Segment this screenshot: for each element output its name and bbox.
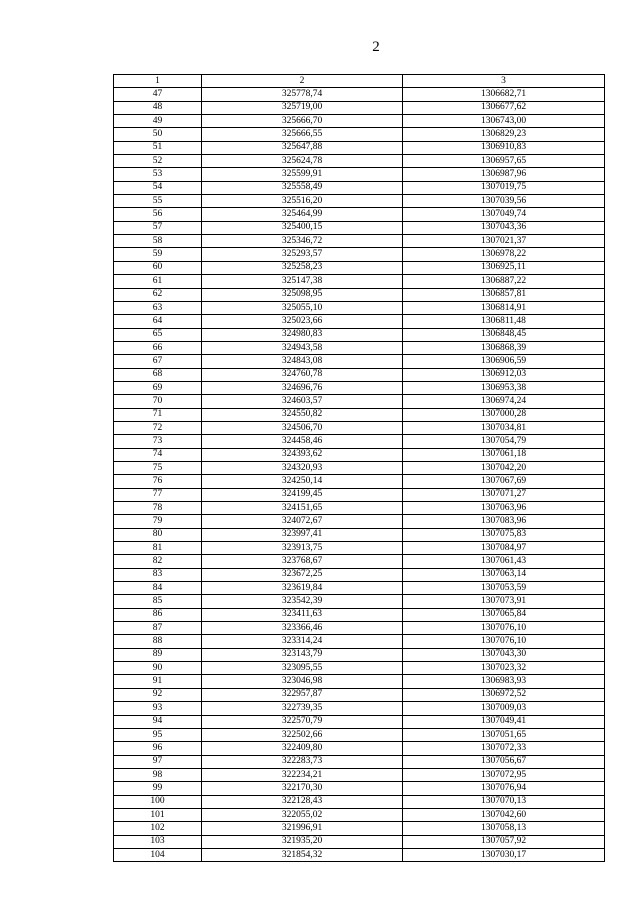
cell-point-number: 70 [114, 395, 202, 408]
cell-x-coordinate: 325647,88 [202, 141, 403, 154]
cell-y-coordinate: 1307083,96 [403, 515, 605, 528]
cell-x-coordinate: 323672,25 [202, 568, 403, 581]
cell-y-coordinate: 1306677,62 [403, 101, 605, 114]
table-row [114, 715, 605, 728]
table-row [114, 622, 605, 635]
cell-x-coordinate: 325147,38 [202, 275, 403, 288]
cell-x-coordinate: 323095,55 [202, 662, 403, 675]
cell-point-number: 74 [114, 448, 202, 461]
cell-x-coordinate: 325055,10 [202, 301, 403, 314]
cell-y-coordinate: 1307063,14 [403, 568, 605, 581]
cell-x-coordinate: 323913,75 [202, 542, 403, 555]
cell-y-coordinate: 1306906,59 [403, 355, 605, 368]
cell-point-number: 63 [114, 301, 202, 314]
cell-y-coordinate: 1307061,43 [403, 555, 605, 568]
cell-point-number: 58 [114, 235, 202, 248]
table-row [114, 568, 605, 581]
cell-point-number: 49 [114, 115, 202, 128]
cell-x-coordinate: 324072,67 [202, 515, 403, 528]
cell-y-coordinate: 1307034,81 [403, 421, 605, 434]
table-row [114, 461, 605, 474]
table-row [114, 288, 605, 301]
cell-y-coordinate: 1307009,03 [403, 702, 605, 715]
table-row [114, 101, 605, 114]
cell-point-number: 95 [114, 728, 202, 741]
cell-point-number: 82 [114, 555, 202, 568]
cell-x-coordinate: 324943,58 [202, 341, 403, 354]
table-row [114, 582, 605, 595]
cell-x-coordinate: 325624,78 [202, 155, 403, 168]
cell-x-coordinate: 325400,15 [202, 221, 403, 234]
table-row [114, 675, 605, 688]
cell-point-number: 75 [114, 461, 202, 474]
cell-x-coordinate: 323411,63 [202, 608, 403, 621]
cell-y-coordinate: 1307063,96 [403, 502, 605, 515]
cell-y-coordinate: 1306868,39 [403, 341, 605, 354]
table-row [114, 595, 605, 608]
cell-point-number: 61 [114, 275, 202, 288]
table-row [114, 435, 605, 448]
cell-y-coordinate: 1306972,52 [403, 688, 605, 701]
cell-point-number: 72 [114, 421, 202, 434]
cell-point-number: 89 [114, 648, 202, 661]
cell-point-number: 64 [114, 315, 202, 328]
cell-x-coordinate: 324603,57 [202, 395, 403, 408]
cell-point-number: 91 [114, 675, 202, 688]
cell-x-coordinate: 322055,02 [202, 808, 403, 821]
cell-point-number: 87 [114, 622, 202, 635]
table-row [114, 408, 605, 421]
cell-y-coordinate: 1306910,83 [403, 141, 605, 154]
cell-y-coordinate: 1307023,32 [403, 662, 605, 675]
table-row [114, 848, 605, 861]
cell-y-coordinate: 1307043,36 [403, 221, 605, 234]
column-header-point: 1 [114, 75, 202, 88]
table-row [114, 221, 605, 234]
cell-x-coordinate: 324980,83 [202, 328, 403, 341]
cell-point-number: 50 [114, 128, 202, 141]
cell-x-coordinate: 324320,93 [202, 461, 403, 474]
cell-point-number: 86 [114, 608, 202, 621]
cell-x-coordinate: 324458,46 [202, 435, 403, 448]
cell-y-coordinate: 1306953,38 [403, 381, 605, 394]
cell-y-coordinate: 1307049,41 [403, 715, 605, 728]
table-row [114, 421, 605, 434]
cell-point-number: 53 [114, 168, 202, 181]
cell-point-number: 51 [114, 141, 202, 154]
column-header-x: 2 [202, 75, 403, 88]
cell-y-coordinate: 1307076,94 [403, 782, 605, 795]
cell-x-coordinate: 325293,57 [202, 248, 403, 261]
cell-x-coordinate: 324550,82 [202, 408, 403, 421]
cell-point-number: 67 [114, 355, 202, 368]
cell-point-number: 80 [114, 528, 202, 541]
cell-x-coordinate: 323619,84 [202, 582, 403, 595]
cell-x-coordinate: 324843,08 [202, 355, 403, 368]
table-row [114, 542, 605, 555]
cell-y-coordinate: 1307000,28 [403, 408, 605, 421]
cell-x-coordinate: 325558,49 [202, 181, 403, 194]
cell-y-coordinate: 1307021,37 [403, 235, 605, 248]
table-row [114, 795, 605, 808]
cell-y-coordinate: 1307049,74 [403, 208, 605, 221]
table-row [114, 448, 605, 461]
table-row [114, 648, 605, 661]
cell-x-coordinate: 323997,41 [202, 528, 403, 541]
cell-y-coordinate: 1306887,22 [403, 275, 605, 288]
cell-x-coordinate: 325599,91 [202, 168, 403, 181]
cell-y-coordinate: 1307042,20 [403, 461, 605, 474]
table-row [114, 355, 605, 368]
table-row [114, 835, 605, 848]
cell-x-coordinate: 324696,76 [202, 381, 403, 394]
cell-x-coordinate: 325464,99 [202, 208, 403, 221]
cell-y-coordinate: 1306978,22 [403, 248, 605, 261]
table-row [114, 555, 605, 568]
table-row [114, 88, 605, 101]
table-row [114, 141, 605, 154]
cell-y-coordinate: 1307039,56 [403, 195, 605, 208]
table-row [114, 381, 605, 394]
table-row [114, 688, 605, 701]
cell-y-coordinate: 1306987,96 [403, 168, 605, 181]
table-row [114, 155, 605, 168]
table-row [114, 235, 605, 248]
cell-point-number: 59 [114, 248, 202, 261]
cell-y-coordinate: 1307056,67 [403, 755, 605, 768]
cell-x-coordinate: 321854,32 [202, 848, 403, 861]
cell-y-coordinate: 1307053,59 [403, 582, 605, 595]
cell-point-number: 88 [114, 635, 202, 648]
cell-y-coordinate: 1307019,75 [403, 181, 605, 194]
cell-x-coordinate: 321935,20 [202, 835, 403, 848]
table-row [114, 702, 605, 715]
cell-x-coordinate: 325023,66 [202, 315, 403, 328]
cell-point-number: 68 [114, 368, 202, 381]
cell-y-coordinate: 1306983,93 [403, 675, 605, 688]
cell-x-coordinate: 323314,24 [202, 635, 403, 648]
table-row [114, 515, 605, 528]
cell-x-coordinate: 325666,55 [202, 128, 403, 141]
cell-y-coordinate: 1307076,10 [403, 622, 605, 635]
cell-point-number: 90 [114, 662, 202, 675]
cell-point-number: 99 [114, 782, 202, 795]
cell-y-coordinate: 1307054,79 [403, 435, 605, 448]
table-row [114, 128, 605, 141]
table-row [114, 755, 605, 768]
table-row [114, 488, 605, 501]
table-row [114, 115, 605, 128]
cell-y-coordinate: 1307075,83 [403, 528, 605, 541]
cell-y-coordinate: 1307084,97 [403, 542, 605, 555]
cell-point-number: 77 [114, 488, 202, 501]
cell-point-number: 104 [114, 848, 202, 861]
cell-point-number: 47 [114, 88, 202, 101]
cell-x-coordinate: 323768,67 [202, 555, 403, 568]
page-number: 2 [372, 39, 380, 55]
cell-y-coordinate: 1307072,95 [403, 768, 605, 781]
table-row [114, 662, 605, 675]
cell-y-coordinate: 1307058,13 [403, 822, 605, 835]
cell-x-coordinate: 324506,70 [202, 421, 403, 434]
cell-point-number: 65 [114, 328, 202, 341]
cell-x-coordinate: 322957,87 [202, 688, 403, 701]
cell-point-number: 62 [114, 288, 202, 301]
cell-y-coordinate: 1306682,71 [403, 88, 605, 101]
table-row [114, 315, 605, 328]
cell-point-number: 60 [114, 261, 202, 274]
cell-x-coordinate: 324250,14 [202, 475, 403, 488]
table-body [114, 88, 605, 862]
table-row [114, 301, 605, 314]
cell-y-coordinate: 1306857,81 [403, 288, 605, 301]
cell-x-coordinate: 322170,30 [202, 782, 403, 795]
cell-y-coordinate: 1306974,24 [403, 395, 605, 408]
table-row [114, 742, 605, 755]
cell-point-number: 57 [114, 221, 202, 234]
cell-x-coordinate: 323542,39 [202, 595, 403, 608]
cell-point-number: 78 [114, 502, 202, 515]
cell-y-coordinate: 1307073,91 [403, 595, 605, 608]
cell-point-number: 92 [114, 688, 202, 701]
table-row [114, 208, 605, 221]
table-row [114, 502, 605, 515]
cell-y-coordinate: 1306814,91 [403, 301, 605, 314]
cell-x-coordinate: 325719,00 [202, 101, 403, 114]
table-row [114, 181, 605, 194]
cell-point-number: 76 [114, 475, 202, 488]
table-row [114, 275, 605, 288]
table-row [114, 248, 605, 261]
cell-point-number: 56 [114, 208, 202, 221]
table-row [114, 608, 605, 621]
cell-x-coordinate: 322739,35 [202, 702, 403, 715]
cell-point-number: 69 [114, 381, 202, 394]
cell-x-coordinate: 324393,62 [202, 448, 403, 461]
table-row [114, 822, 605, 835]
table-row [114, 475, 605, 488]
cell-point-number: 52 [114, 155, 202, 168]
cell-point-number: 96 [114, 742, 202, 755]
cell-point-number: 93 [114, 702, 202, 715]
cell-x-coordinate: 322234,21 [202, 768, 403, 781]
cell-point-number: 101 [114, 808, 202, 821]
table-header-row [114, 75, 605, 88]
cell-y-coordinate: 1307061,18 [403, 448, 605, 461]
table-row [114, 768, 605, 781]
table-row [114, 328, 605, 341]
cell-point-number: 103 [114, 835, 202, 848]
cell-y-coordinate: 1306957,65 [403, 155, 605, 168]
cell-point-number: 79 [114, 515, 202, 528]
table-row [114, 195, 605, 208]
cell-y-coordinate: 1306925,11 [403, 261, 605, 274]
cell-y-coordinate: 1306829,23 [403, 128, 605, 141]
cell-x-coordinate: 325098,95 [202, 288, 403, 301]
cell-point-number: 100 [114, 795, 202, 808]
cell-point-number: 97 [114, 755, 202, 768]
cell-y-coordinate: 1306912,03 [403, 368, 605, 381]
table-row [114, 728, 605, 741]
cell-x-coordinate: 322283,73 [202, 755, 403, 768]
table-row [114, 341, 605, 354]
cell-y-coordinate: 1306811,48 [403, 315, 605, 328]
cell-point-number: 66 [114, 341, 202, 354]
column-header-y: 3 [403, 75, 605, 88]
coordinates-table [113, 74, 605, 862]
cell-point-number: 54 [114, 181, 202, 194]
cell-x-coordinate: 322128,43 [202, 795, 403, 808]
cell-point-number: 48 [114, 101, 202, 114]
cell-y-coordinate: 1307070,13 [403, 795, 605, 808]
table-row [114, 782, 605, 795]
cell-x-coordinate: 325778,74 [202, 88, 403, 101]
cell-y-coordinate: 1307057,92 [403, 835, 605, 848]
table-row [114, 808, 605, 821]
cell-x-coordinate: 325516,20 [202, 195, 403, 208]
cell-x-coordinate: 325346,72 [202, 235, 403, 248]
cell-y-coordinate: 1307072,33 [403, 742, 605, 755]
cell-point-number: 73 [114, 435, 202, 448]
cell-y-coordinate: 1306743,00 [403, 115, 605, 128]
cell-y-coordinate: 1307043,30 [403, 648, 605, 661]
cell-x-coordinate: 322570,79 [202, 715, 403, 728]
cell-point-number: 81 [114, 542, 202, 555]
cell-x-coordinate: 322502,66 [202, 728, 403, 741]
cell-y-coordinate: 1307071,27 [403, 488, 605, 501]
cell-point-number: 98 [114, 768, 202, 781]
cell-y-coordinate: 1306848,45 [403, 328, 605, 341]
cell-x-coordinate: 325666,70 [202, 115, 403, 128]
cell-x-coordinate: 324760,78 [202, 368, 403, 381]
table-row [114, 395, 605, 408]
cell-point-number: 55 [114, 195, 202, 208]
table-row [114, 261, 605, 274]
cell-x-coordinate: 323046,98 [202, 675, 403, 688]
cell-y-coordinate: 1307067,69 [403, 475, 605, 488]
cell-x-coordinate: 324199,45 [202, 488, 403, 501]
cell-y-coordinate: 1307051,65 [403, 728, 605, 741]
cell-point-number: 102 [114, 822, 202, 835]
cell-point-number: 84 [114, 582, 202, 595]
table-row [114, 168, 605, 181]
cell-x-coordinate: 322409,80 [202, 742, 403, 755]
cell-x-coordinate: 323143,79 [202, 648, 403, 661]
table-row [114, 635, 605, 648]
cell-x-coordinate: 325258,23 [202, 261, 403, 274]
cell-y-coordinate: 1307076,10 [403, 635, 605, 648]
cell-y-coordinate: 1307030,17 [403, 848, 605, 861]
cell-point-number: 71 [114, 408, 202, 421]
cell-x-coordinate: 324151,65 [202, 502, 403, 515]
cell-point-number: 85 [114, 595, 202, 608]
cell-y-coordinate: 1307042,60 [403, 808, 605, 821]
cell-y-coordinate: 1307065,84 [403, 608, 605, 621]
cell-x-coordinate: 323366,46 [202, 622, 403, 635]
cell-point-number: 83 [114, 568, 202, 581]
table-row [114, 368, 605, 381]
cell-point-number: 94 [114, 715, 202, 728]
cell-x-coordinate: 321996,91 [202, 822, 403, 835]
table-row [114, 528, 605, 541]
